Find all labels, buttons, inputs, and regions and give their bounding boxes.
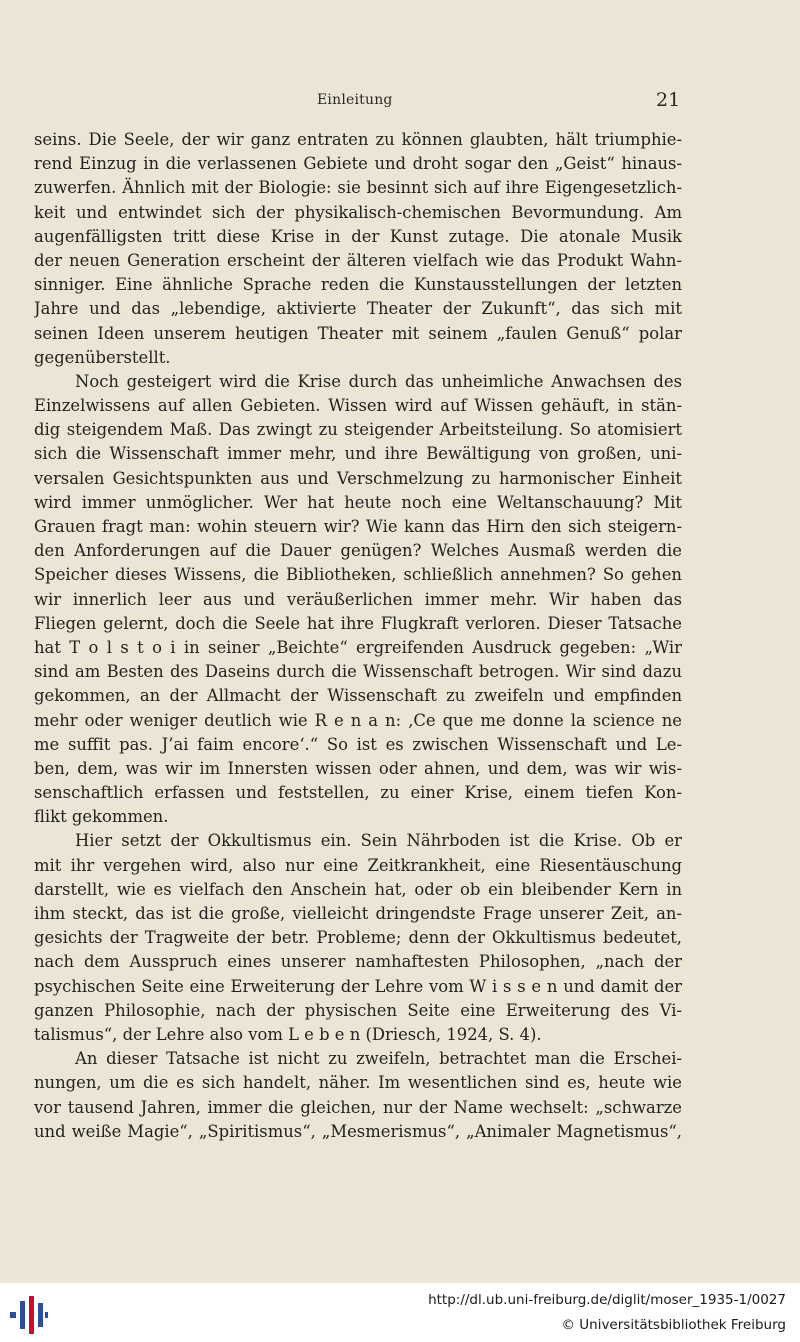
text-line: Fliegen gelernt, doch die Seele hat ihre Flugkraft verloren. Dieser Tatsache bbox=[34, 613, 682, 633]
text-line: Speicher dieses Wissens, die Bibliotheken, schließlich annehmen? So gehen bbox=[34, 565, 682, 585]
text-line: Jahre und das „lebendige, aktivierte Theater der Zukunft“, das sich mit bbox=[34, 299, 682, 319]
text-line: mehr oder weniger deutlich wie R e n a n: ‚Ce que me donne la science ne bbox=[34, 710, 682, 730]
text-line: rend Einzug in die verlassenen Gebiete und droht sogar den „Geist“ hinaus- bbox=[34, 154, 682, 174]
text-line: seinen Ideen unserem heutigen Theater mit seinem „faulen Genuß“ polar bbox=[34, 323, 682, 343]
text-line: gekommen, an der Allmacht der Wissenschaft zu zweifeln und empfinden bbox=[34, 686, 682, 706]
text-line: gesichts der Tragweite der betr. Probleme; denn der Okkultismus bedeutet, bbox=[34, 928, 682, 948]
text-line: dig steigendem Maß. Das zwingt zu steigender Arbeitsteilung. So atomisiert bbox=[34, 420, 682, 440]
text-line: zuwerfen. Ähnlich mit der Biologie: sie besinnt sich auf ihre Eigengesetzlich- bbox=[34, 178, 682, 198]
text-line: wird immer unmöglicher. Wer hat heute noch eine Weltanschauung? Mit bbox=[34, 492, 682, 512]
text-line: nach dem Ausspruch eines unserer namhaftesten Philosophen, „nach der bbox=[34, 952, 682, 972]
text-line: nungen, um die es sich handelt, näher. Im wesentlichen sind es, heute wie bbox=[34, 1073, 682, 1093]
text-line: Grauen fragt man: wohin steuern wir? Wie kann das Hirn den sich steigern- bbox=[34, 517, 682, 536]
body-text bbox=[34, 128, 682, 1144]
running-head bbox=[0, 89, 800, 112]
text-line: wir innerlich leer aus und veräußerlichen immer mehr. Wir haben das bbox=[34, 589, 682, 609]
text-line: Hier setzt der Okkultismus ein. Sein Nährboden ist die Krise. Ob er bbox=[75, 831, 682, 851]
text-line: augenfälligsten tritt diese Krise in der Kunst zutage. Die atonale Musik bbox=[34, 226, 682, 246]
text-line: sind am Besten des Daseins durch die Wissenschaft betrogen. Wir sind dazu bbox=[34, 662, 682, 682]
text-line: keit und entwindet sich der physikalisch-chemischen Bevormundung. Am bbox=[34, 202, 682, 222]
text-line: psychischen Seite eine Erweiterung der Lehre vom W i s s e n und damit der bbox=[34, 976, 682, 996]
text-line: den Anforderungen auf die Dauer genügen? Welches Ausmaß werden die bbox=[34, 541, 682, 561]
text-line: Einzelwissens auf allen Gebieten. Wissen wird auf Wissen gehäuft, in stän- bbox=[34, 396, 682, 416]
text-line: mit ihr vergehen wird, also nur eine Zeitkrankheit, eine Riesentäuschung bbox=[34, 855, 682, 875]
text-line: flikt gekommen. bbox=[34, 807, 169, 827]
text-line: An dieser Tatsache ist nicht zu zweifeln, betrachtet man die Erschei- bbox=[75, 1049, 682, 1069]
copyright-notice: © Universitätsbibliothek Freiburg bbox=[561, 1317, 786, 1333]
text-line: talismus“, der Lehre also vom L e b e n (Driesch, 1924, S. 4). bbox=[34, 1024, 542, 1044]
text-line: hat T o l s t o i in seiner „Beichte“ ergreifenden Ausdruck gegeben: „Wir bbox=[34, 637, 682, 657]
text-line: ganzen Philosophie, nach der physischen Seite eine Erweiterung des Vi- bbox=[34, 1000, 682, 1020]
text-line: und weiße Magie“, „Spiritismus“, „Mesmerismus“, „Animaler Magnetismus“, bbox=[34, 1121, 682, 1141]
text-line: ihm steckt, das ist die große, vielleicht dringendste Frage unserer Zeit, an- bbox=[34, 904, 682, 923]
text-line: gegenüberstellt. bbox=[34, 347, 171, 367]
text-line: seins. Die Seele, der wir ganz entraten zu können glaubten, hält triumphie- bbox=[34, 130, 682, 149]
text-line: ben, dem, was wir im Innersten wissen oder ahnen, und dem, was wir wis- bbox=[34, 758, 682, 778]
ub-freiburg-logo-icon bbox=[10, 1296, 48, 1334]
text-line: vor tausend Jahren, immer die gleichen, nur der Name wechselt: „schwarze bbox=[34, 1097, 682, 1117]
text-line: sich die Wissenschaft immer mehr, und ihre Bewältigung von großen, uni- bbox=[34, 444, 682, 464]
text-line: versalen Gesichtspunkten aus und Verschmelzung zu harmonischer Einheit bbox=[34, 468, 682, 488]
text-line: darstellt, wie es vielfach den Anschein hat, oder ob ein bleibender Kern in bbox=[34, 879, 682, 899]
text-line: sinniger. Eine ähnliche Sprache reden die Kunstausstellungen der letzten bbox=[34, 275, 682, 295]
text-line: der neuen Generation erscheint der älteren vielfach wie das Produkt Wahn- bbox=[34, 250, 682, 270]
text-line: senschaftlich erfassen und feststellen, zu einer Krise, einem tiefen Kon- bbox=[34, 783, 682, 803]
text-line: Noch gesteigert wird die Krise durch das unheimliche Anwachsen des bbox=[75, 371, 682, 391]
footer-bar bbox=[0, 1283, 800, 1342]
permalink-url[interactable]: http://dl.ub.uni-freiburg.de/diglit/moser_1935-1/0027 bbox=[428, 1292, 786, 1308]
text-line: me suffit pas. J’ai faim encore‘.“ So ist es zwischen Wissenschaft und Le- bbox=[34, 734, 682, 754]
running-title: Einleitung bbox=[317, 92, 393, 108]
page-number: 21 bbox=[656, 89, 681, 111]
